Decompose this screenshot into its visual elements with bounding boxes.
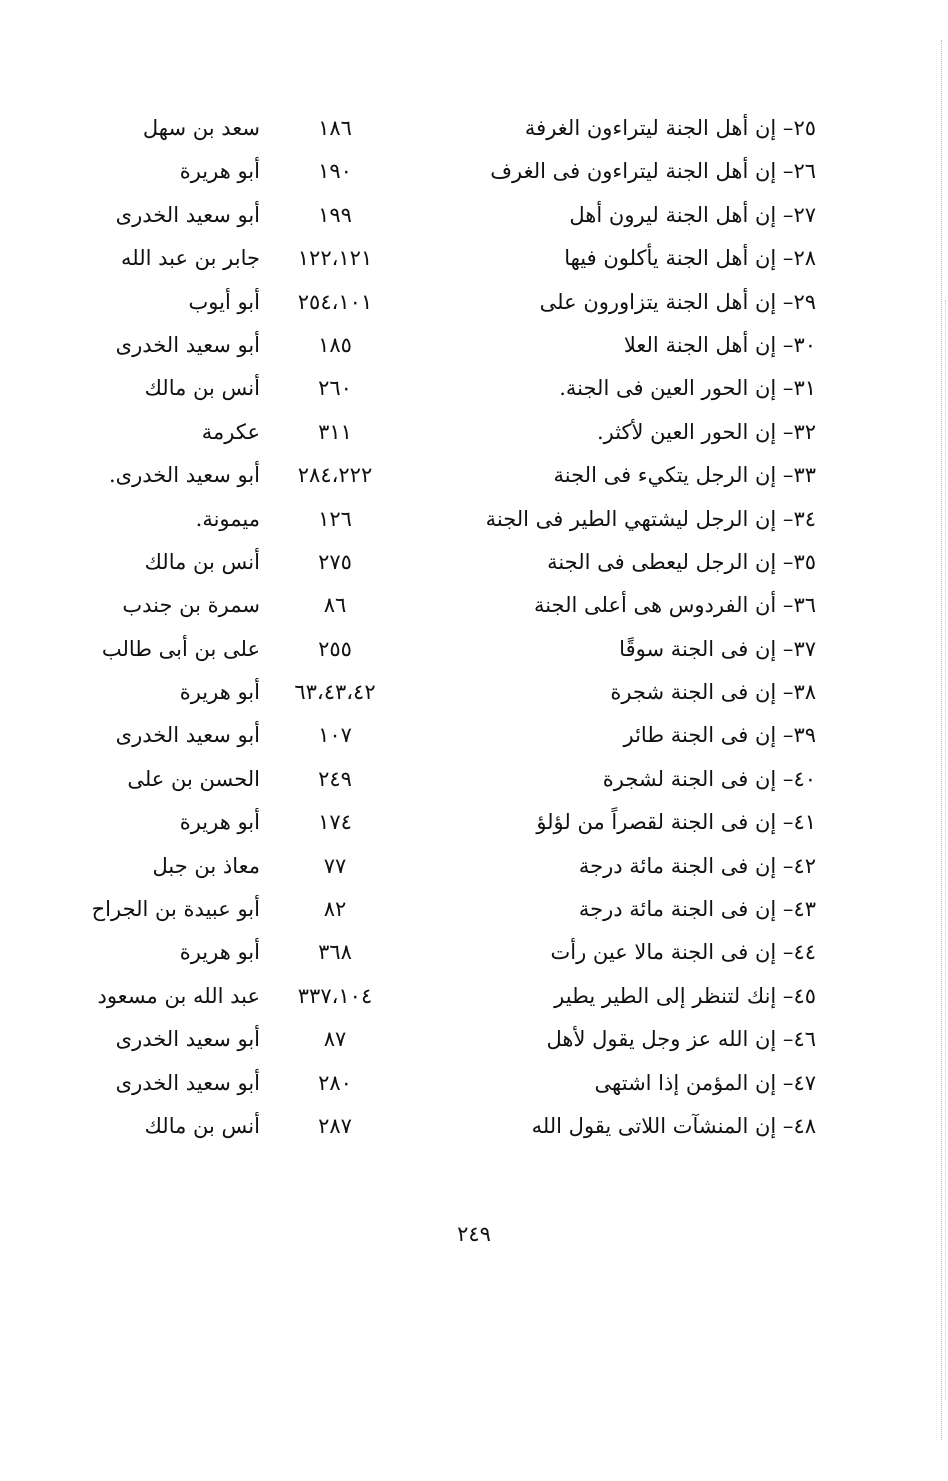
hadith-title: ٣١– إن الحور العين فى الجنة. xyxy=(559,376,816,401)
narrator-name: أبو عبيدة بن الجراح xyxy=(91,897,260,922)
narrator-name: أبو سعيد الخدرى xyxy=(115,1027,260,1052)
narrator-name: أبو هريرة xyxy=(179,159,260,184)
page-refs: ٢٦٠ xyxy=(318,376,352,401)
page-refs: ١٢٦ xyxy=(318,506,352,531)
hadith-title: ٢٧– إن أهل الجنة ليرون أهل xyxy=(569,202,816,227)
page-refs: ١٢٢،١٢١ xyxy=(297,246,373,271)
narrator-name: معاذ بن جبل xyxy=(152,853,260,878)
index-row xyxy=(0,715,948,758)
index-row xyxy=(0,585,948,628)
index-row xyxy=(0,1106,948,1149)
hadith-title: ٤٨– إن المنشآت اللاتى يقول الله xyxy=(531,1113,816,1138)
narrator-name: جابر بن عبد الله xyxy=(120,246,260,271)
index-row xyxy=(0,282,948,325)
hadith-title: ٣٧– إن فى الجنة سوقًا xyxy=(619,636,816,661)
index-row xyxy=(0,455,948,498)
narrator-name: سمرة بن جندب xyxy=(122,593,260,618)
narrator-name: أنس بن مالك xyxy=(144,376,260,401)
page-refs: ٨٧ xyxy=(323,1027,347,1052)
hadith-title: ٢٩– إن أهل الجنة يتزاورون على xyxy=(539,289,816,314)
hadith-title: ٣٩– إن فى الجنة طائر xyxy=(623,723,816,748)
page-refs: ٢٥٤،١٠١ xyxy=(297,289,373,314)
page-refs: ٣١١ xyxy=(318,419,352,444)
hadith-title: ٣٤– إن الرجل ليشتهي الطير فى الجنة xyxy=(485,506,816,531)
hadith-title: ٣٨– إن فى الجنة شجرة xyxy=(610,680,816,705)
page-refs: ٣٣٧،١٠٤ xyxy=(297,983,373,1008)
index-row xyxy=(0,1063,948,1106)
page-refs: ٨٢ xyxy=(323,897,347,922)
page-refs: ١٨٥ xyxy=(318,332,352,357)
narrator-name: أبو هريرة xyxy=(179,810,260,835)
narrator-name: سعد بن سهل xyxy=(142,116,260,140)
hadith-title: ٤٣– إن فى الجنة مائة درجة xyxy=(578,897,816,922)
index-row xyxy=(0,759,948,802)
hadith-title: ٤٤– إن فى الجنة مالا عين رأت xyxy=(550,940,816,965)
hadith-title: ٣٥– إن الرجل ليعطى فى الجنة xyxy=(547,549,816,574)
index-row xyxy=(0,889,948,932)
page-refs: ١٩٩ xyxy=(318,202,352,227)
hadith-title: ٢٥– إن أهل الجنة ليتراءون الغرفة xyxy=(524,116,816,140)
hadith-title: ٤١– إن فى الجنة لقصراً من لؤلؤ xyxy=(536,810,816,835)
index-row xyxy=(0,542,948,585)
page-refs: ٢٨٧ xyxy=(318,1113,352,1138)
index-row xyxy=(0,195,948,238)
page-refs: ٣٦٨ xyxy=(318,940,352,965)
hadith-title: ٤٦– إن الله عز وجل يقول لأهل xyxy=(546,1027,816,1052)
index-row xyxy=(0,932,948,975)
page-refs: ٢٨٤،٢٢٢ xyxy=(297,463,373,488)
index-row xyxy=(0,802,948,845)
page-refs: ١٨٦ xyxy=(318,116,352,140)
hadith-title: ٣٢– إن الحور العين لأكثر. xyxy=(596,419,816,444)
narrator-name: عبد الله بن مسعود xyxy=(97,983,260,1008)
narrator-name: أبو سعيد الخدرى. xyxy=(108,463,260,488)
index-row xyxy=(0,238,948,281)
page-refs: ٨٦ xyxy=(323,593,347,618)
page-number: ٢٤٩ xyxy=(457,1222,491,1246)
index-row xyxy=(0,108,948,151)
narrator-name: أبو سعيد الخدرى xyxy=(115,202,260,227)
narrator-name: أبو سعيد الخدرى xyxy=(115,1070,260,1095)
narrator-name: على بن أبى طالب xyxy=(101,636,260,661)
page-refs: ١٩٠ xyxy=(318,159,352,184)
index-row xyxy=(0,151,948,194)
index-row xyxy=(0,1019,948,1062)
index-row xyxy=(0,412,948,455)
narrator-name: أبو أيوب xyxy=(188,289,260,314)
index-row xyxy=(0,499,948,542)
index-row xyxy=(0,846,948,889)
hadith-title: ٣٣– إن الرجل يتكيء فى الجنة xyxy=(553,463,816,488)
hadith-title: ٤٧– إن المؤمن إذا اشتهى xyxy=(594,1070,816,1095)
narrator-name: أبو هريرة xyxy=(179,680,260,705)
hadith-title: ٢٨– إن أهل الجنة يأكلون فيها xyxy=(564,246,816,271)
page-refs: ١٧٤ xyxy=(318,810,352,835)
hadith-title: ٣٦– أن الفردوس هى أعلى الجنة xyxy=(533,593,816,618)
narrator-name: أبو سعيد الخدرى xyxy=(115,332,260,357)
page-refs: ٢٧٥ xyxy=(318,549,352,574)
index-row xyxy=(0,672,948,715)
page-refs: ٢٤٩ xyxy=(318,766,352,791)
narrator-name: أنس بن مالك xyxy=(144,549,260,574)
hadith-title: ٣٠– إن أهل الجنة العلا xyxy=(623,332,816,357)
page-refs: ٢٨٠ xyxy=(318,1070,352,1095)
narrator-name: أبو هريرة xyxy=(179,940,260,965)
index-row xyxy=(0,629,948,672)
narrator-name: أنس بن مالك xyxy=(144,1113,260,1138)
page-refs: ٧٧ xyxy=(323,853,347,878)
index-row xyxy=(0,368,948,411)
hadith-title: ٤٢– إن فى الجنة مائة درجة xyxy=(578,853,816,878)
narrator-name: عكرمة xyxy=(201,419,260,444)
index-row xyxy=(0,976,948,1019)
page-refs: ١٠٧ xyxy=(318,723,352,748)
narrator-name: الحسن بن على xyxy=(127,766,260,791)
hadith-title: ٢٦– إن أهل الجنة ليتراءون فى الغرف xyxy=(490,159,816,184)
index-row xyxy=(0,325,948,368)
page-refs: ٢٥٥ xyxy=(318,636,352,661)
hadith-title: ٤٠– إن فى الجنة لشجرة xyxy=(602,766,816,791)
narrator-name: ميمونة. xyxy=(195,506,260,531)
hadith-title: ٤٥– إنك لتنظر إلى الطير يطير xyxy=(554,983,816,1008)
hadith-index-list xyxy=(0,108,948,1149)
page-refs: ٦٣،٤٣،٤٢ xyxy=(294,680,376,705)
narrator-name: أبو سعيد الخدرى xyxy=(115,723,260,748)
